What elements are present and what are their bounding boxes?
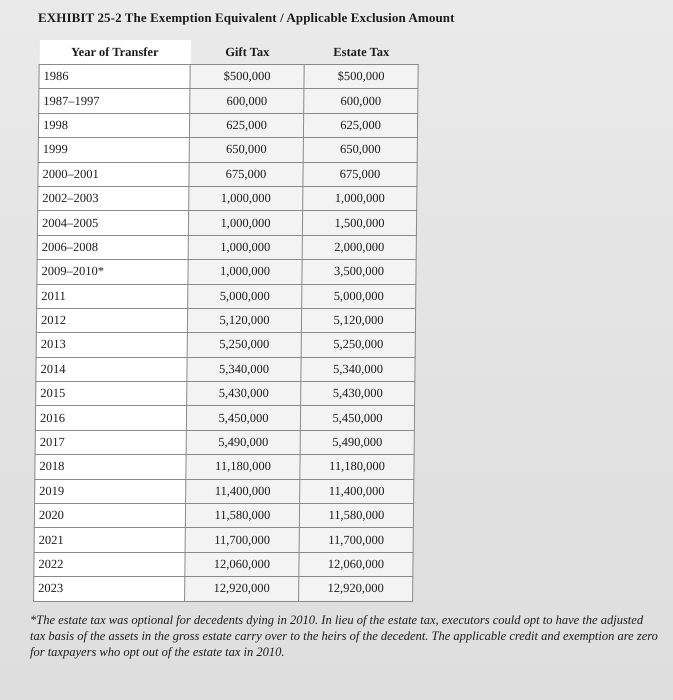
gift-tax-cell: 650,000 xyxy=(189,138,303,162)
year-cell: 2013 xyxy=(36,333,187,357)
year-cell: 2012 xyxy=(36,308,187,332)
year-cell: 2004–2005 xyxy=(37,211,188,235)
estate-tax-cell: 650,000 xyxy=(303,138,417,162)
estate-tax-cell: 11,580,000 xyxy=(299,504,413,528)
table-row xyxy=(38,138,417,162)
year-cell: 2014 xyxy=(36,357,187,381)
exhibit-title: EXHIBIT 25-2 The Exemption Equivalent / Applicable Exclusion Amount xyxy=(38,10,455,25)
gift-tax-cell: 1,000,000 xyxy=(189,186,303,210)
table-row xyxy=(34,528,413,552)
table-row xyxy=(37,260,416,284)
table-row xyxy=(36,308,415,332)
estate-tax-cell: 5,120,000 xyxy=(301,308,415,332)
year-cell: 2017 xyxy=(35,430,186,454)
table-row xyxy=(35,406,414,430)
table-header-row xyxy=(39,40,418,65)
table-row xyxy=(39,89,418,113)
estate-tax-cell: 5,430,000 xyxy=(301,382,415,406)
estate-tax-cell: 1,000,000 xyxy=(303,186,417,210)
table-row xyxy=(34,504,413,528)
estate-tax-cell: 5,000,000 xyxy=(302,284,416,308)
year-cell: 2000–2001 xyxy=(38,162,189,186)
table-row xyxy=(35,430,414,454)
table-row xyxy=(34,577,413,601)
gift-tax-cell: 5,340,000 xyxy=(187,357,301,381)
year-cell: 2022 xyxy=(34,552,185,576)
footnote: *The estate tax was optional for decedents dying in 2010. In lieu of the estate tax, executors could opt to have the adjusted tax basis of the assets in the gross estate carry over to the heirs of the decedent. The applicable credit and exemption are zero for taxpayers who opt out of the estate tax in 2010. xyxy=(30,613,658,659)
estate-tax-cell: 2,000,000 xyxy=(302,235,416,259)
estate-tax-cell: 5,490,000 xyxy=(300,430,414,454)
table-row xyxy=(34,552,413,576)
year-cell: 2016 xyxy=(35,406,186,430)
estate-tax-cell: $500,000 xyxy=(304,65,418,89)
estate-tax-cell: 3,500,000 xyxy=(302,260,416,284)
estate-tax-cell: 12,920,000 xyxy=(299,577,413,601)
year-cell: 2018 xyxy=(35,455,186,479)
table-row xyxy=(36,382,415,406)
table-row xyxy=(36,357,415,381)
year-cell: 1987–1997 xyxy=(39,89,190,113)
estate-tax-cell: 11,180,000 xyxy=(300,455,414,479)
estate-tax-cell: 5,340,000 xyxy=(301,357,415,381)
gift-tax-cell: 5,450,000 xyxy=(186,406,300,430)
estate-tax-cell: 11,700,000 xyxy=(299,528,413,552)
year-cell: 1986 xyxy=(39,65,190,89)
year-cell: 2006–2008 xyxy=(37,235,188,259)
year-cell: 2020 xyxy=(34,504,185,528)
estate-tax-cell: 11,400,000 xyxy=(300,479,414,503)
table-row xyxy=(38,162,417,186)
year-cell: 2015 xyxy=(36,382,187,406)
year-cell: 2011 xyxy=(37,284,188,308)
estate-tax-cell: 5,250,000 xyxy=(301,333,415,357)
gift-tax-cell: 11,400,000 xyxy=(186,479,300,503)
table-row xyxy=(38,186,417,210)
gift-tax-cell: 5,120,000 xyxy=(187,308,301,332)
estate-tax-cell: 600,000 xyxy=(304,89,418,113)
table-row xyxy=(37,211,416,235)
gift-tax-cell: 1,000,000 xyxy=(188,211,302,235)
gift-tax-cell: 12,060,000 xyxy=(185,552,299,576)
gift-tax-cell: 5,490,000 xyxy=(186,430,300,454)
gift-tax-cell: 1,000,000 xyxy=(188,260,302,284)
estate-tax-cell: 12,060,000 xyxy=(299,552,413,576)
gift-tax-cell: 5,430,000 xyxy=(187,382,301,406)
gift-tax-cell: 600,000 xyxy=(190,89,304,113)
gift-tax-cell: 11,580,000 xyxy=(185,504,299,528)
table-row xyxy=(37,284,416,308)
estate-tax-cell: 675,000 xyxy=(303,162,417,186)
gift-tax-cell: $500,000 xyxy=(190,65,304,89)
table-row xyxy=(38,113,417,137)
estate-tax-cell: 1,500,000 xyxy=(302,211,416,235)
estate-tax-cell: 625,000 xyxy=(303,113,417,137)
year-cell: 2002–2003 xyxy=(38,186,189,210)
table-row xyxy=(36,333,415,357)
gift-tax-cell: 12,920,000 xyxy=(185,577,299,601)
header-year-of-transfer: Year of Transfer xyxy=(39,40,190,65)
year-cell: 2023 xyxy=(34,577,185,601)
gift-tax-cell: 625,000 xyxy=(189,113,303,137)
table-row xyxy=(39,65,418,89)
estate-tax-cell: 5,450,000 xyxy=(300,406,414,430)
table-row xyxy=(35,479,414,503)
header-gift-tax: Gift Tax xyxy=(225,44,270,59)
gift-tax-cell: 11,180,000 xyxy=(186,455,300,479)
gift-tax-cell: 11,700,000 xyxy=(185,528,299,552)
year-cell: 2021 xyxy=(34,528,185,552)
year-cell: 2019 xyxy=(35,479,186,503)
year-cell: 1998 xyxy=(38,113,189,137)
table-row xyxy=(37,235,416,259)
year-cell: 1999 xyxy=(38,138,189,162)
gift-tax-cell: 5,250,000 xyxy=(187,333,301,357)
table-body xyxy=(34,65,419,602)
gift-tax-cell: 675,000 xyxy=(189,162,303,186)
exemption-table xyxy=(33,40,419,602)
header-estate-tax: Estate Tax xyxy=(333,44,390,59)
gift-tax-cell: 5,000,000 xyxy=(188,284,302,308)
year-cell: 2009–2010* xyxy=(37,260,188,284)
gift-tax-cell: 1,000,000 xyxy=(188,235,302,259)
table-row xyxy=(35,455,414,479)
